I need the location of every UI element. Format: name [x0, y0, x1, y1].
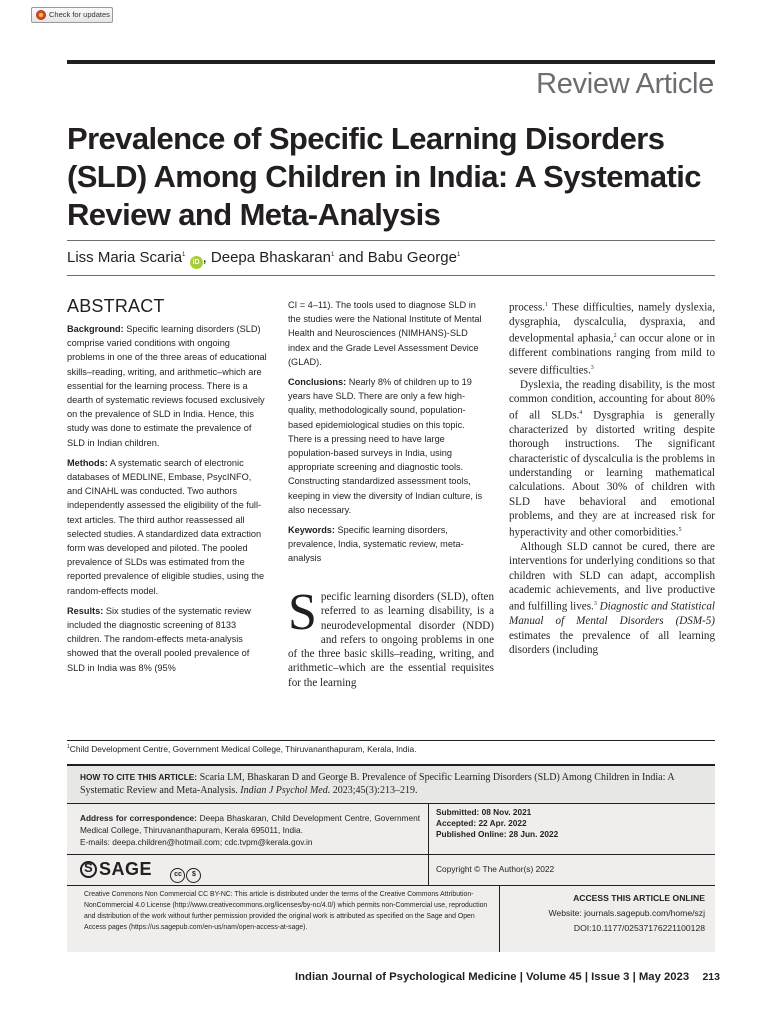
section-label: Results: — [67, 605, 104, 616]
orcid-icon[interactable]: iD — [190, 256, 203, 269]
cite-label: HOW TO CITE THIS ARTICLE: — [80, 772, 198, 782]
dates-cell — [429, 804, 715, 854]
affiliation-rule — [67, 740, 715, 741]
author-list — [67, 249, 460, 269]
section-text: Specific learning disorders (SLD) comprise varied conditions with ongoing problems in one of the three areas of educational skills–reading, writing, and arithmetic–which are essential for the learning process. There is a dearth of systematic reviews focused exclusively on the prevalence of SLD in India. Hence, this study was done to estimate the prevalence of SLD in Indian children. — [67, 324, 267, 448]
sage-logo[interactable] — [80, 859, 152, 880]
cite-journal: Indian J Psychol Med. — [240, 785, 331, 796]
correspondence-label: Address for correspondence: — [80, 813, 197, 823]
check-for-updates-label: Check for updates — [49, 10, 110, 19]
date-label: Submitted: — [436, 807, 480, 817]
body-paragraph: Although SLD cannot be cured, there are interventions for underlying conditions so that children with SLD can adapt, accomplish academic achievements, and live productive and fulfilling lives.$^3$ Diagnostic and Statistical Manual of Mental Disorders (DSM-5) estimates the prevalence of all learning disorders (including — [509, 541, 715, 656]
body-text: pecific learning disorders (SLD), often referred to as learning disability, is a neurodevelopmental disorder (NDD) and refers to ongoing problems in one of the three basic skills–reading, writing, and arithmetic–which are the essential requisites for the learning — [288, 591, 494, 689]
author-separator: , — [202, 249, 211, 266]
accepted-date: 22 Apr. 2022 — [478, 818, 527, 828]
abstract-results-continued: CI = 4–11). The tools used to diagnose SLD in the studies were the National Institute of Mental Health and Neurosciences (NIMHANS)-SLD index and the Grade Level Assessment Device (GLAD). — [288, 300, 482, 367]
cc-icon: cc — [170, 868, 185, 883]
license-text: Creative Commons Non Commercial CC BY-NC: This article is distributed under the terms of the Creative Commons Attribution- NonCommercial 4.0 License (http://www.creativecommons.org/licenses/by-nc/4.0/) which permits non-Commercial use, reproduction and distribution of the work without further permission provided the original work is attributed as specified on the Sage and Open Access pages (https://us.sagepub.com/en-us/nam/open-access-at-sage). — [67, 886, 499, 952]
noncommercial-icon: $ — [186, 868, 201, 883]
date-label: Published Online: — [436, 829, 507, 839]
author-name[interactable]: Liss Maria Scaria — [67, 249, 183, 266]
access-website[interactable]: Website: journals.sagepub.com/home/szj — [548, 908, 705, 918]
grid-divider — [67, 854, 715, 855]
article-info-grid — [67, 803, 715, 951]
section-label: Background: — [67, 324, 124, 334]
body-paragraph: process.$^1$ These difficulties, namely dyslexia, dysgraphia, dyscalculia, dyspraxia, and developmental aphasia,$^2$ can occur alone or in different combinations ranging from mild to severe difficulties.$^3$ — [509, 301, 715, 377]
published-date: 28 Jun. 2022 — [508, 829, 559, 839]
title-rule — [67, 240, 715, 241]
abstract-methods — [67, 456, 267, 598]
affiliation-text: Child Development Centre, Government Medical College, Thiruvananthapuram, Kerala, India. — [69, 744, 417, 754]
affiliation-marker: 1 — [331, 252, 335, 258]
citation-ref[interactable]: 5 — [678, 527, 682, 534]
submitted-date: 08 Nov. 2021 — [481, 807, 532, 817]
abstract-results — [67, 604, 267, 675]
section-label: Conclusions: — [288, 377, 347, 388]
abstract-column-1 — [67, 296, 267, 681]
author-name[interactable]: Deepa Bhaskaran — [210, 249, 331, 266]
section-label: Keywords: — [288, 525, 335, 536]
body-intro-paragraph — [288, 584, 494, 690]
author-name[interactable]: Babu George — [367, 249, 457, 266]
access-online-cell — [500, 886, 715, 952]
check-for-updates-badge[interactable] — [31, 7, 113, 23]
publisher-cell — [67, 855, 428, 885]
access-doi[interactable]: DOI:10.1177/02537176221100128 — [573, 923, 705, 933]
abstract-background — [67, 322, 267, 450]
cite-text: Scaria LM, Bhaskaran D and George B. Prevalence of Specific Learning Disorders (SLD) Among Children in India: A Systematic Review and Meta-Analysis. — [80, 772, 674, 796]
section-text: Specific learning disorders, prevalence, India, systematic review, meta-analysis — [288, 525, 464, 564]
author-separator: and — [334, 249, 368, 266]
correspondence-emails[interactable]: E-mails: deepa.children@hotmail.com; cdc.tvpm@kerala.gov.in — [80, 837, 313, 847]
date-label: Accepted: — [436, 818, 477, 828]
correspondence-cell — [67, 804, 428, 854]
citation-ref[interactable]: 3 — [590, 364, 594, 371]
affiliation — [67, 744, 416, 754]
how-to-cite-box — [67, 764, 715, 803]
crossmark-icon — [36, 10, 46, 20]
abstract-heading: ABSTRACT — [67, 296, 165, 316]
header-rule — [67, 60, 715, 64]
affiliation-marker: 1 — [182, 252, 186, 258]
correspondence-text: Deepa Bhaskaran, Child Development Centre, Government Medical College, Thiruvananthapuram, Kerala 695011, India. — [80, 813, 421, 835]
section-text: Six studies of the systematic review included the diagnostic screening of 8133 children. The random-effects meta-analysis showed that the overall pooled prevalence of SLD in India was 8% (95% — [67, 605, 251, 673]
citation-ref[interactable]: 4 — [579, 410, 583, 417]
access-heading: ACCESS THIS ARTICLE ONLINE — [573, 893, 705, 903]
cite-ref: 2023;45(3):213–219. — [330, 785, 418, 796]
grid-divider — [428, 804, 429, 885]
body-column-3 — [509, 298, 715, 657]
journal-footer: Indian Journal of Psychological Medicine | Volume 45 | Issue 3 | May 2023 — [295, 971, 690, 983]
section-label: Methods: — [67, 457, 108, 468]
article-title: Prevalence of Specific Learning Disorders (SLD) Among Children in India: A Systematic Review and Meta-Analysis — [67, 121, 701, 232]
drop-cap: S — [288, 584, 317, 641]
abstract-conclusions — [288, 375, 488, 517]
body-paragraph: Dyslexia, the reading disability, is the most common condition, accounting for about 80% of all SLDs.$^4$ Dysgraphia is generally characterized by distorted writing despite thorough instructions. The significant characteristic of dyscalculia is the problems in understanding or learning mathematical calculations. About 30% of children with SLD have behavioral and emotional problems, and they are at increased risk for hyperactivity and other comorbidities.$^5$ — [509, 378, 715, 539]
affiliation-marker: 1 — [67, 744, 70, 751]
abstract-column-2 — [288, 298, 488, 572]
section-text: A systematic search of electronic databases of MEDLINE, Embase, PsycINFO, and CINAHL was conducted. Two authors independently assessed the eligibility of the full-text articles. The third author reassessed all selected studies. A standardized data extraction form was developed and piloted. The pooled prevalence of SLDs was estimated from the reported prevalence of eligible studies, using the random-effects model. — [67, 457, 265, 596]
sage-mark-icon — [80, 861, 97, 878]
page-number: 213 — [702, 971, 720, 983]
grid-divider — [499, 885, 500, 952]
authors-rule — [67, 275, 715, 276]
citation-ref[interactable]: 2 — [613, 333, 617, 340]
citation-ref[interactable]: 3 — [593, 601, 597, 608]
manual-title: Diagnostic and Statistical Manual of Mental Disorders (DSM-5) — [509, 601, 715, 628]
affiliation-marker: 1 — [456, 252, 461, 258]
sage-logo-text: SAGE — [99, 859, 153, 879]
grid-divider — [67, 885, 715, 886]
article-type: Review Article — [536, 68, 714, 100]
copyright-cell: Copyright © The Author(s) 2022 — [429, 855, 715, 885]
section-text: Nearly 8% of children up to 19 years have SLD. There are only a few high-quality, methodologically sound, population-based epidemiological studies on this topic. There is a pressing need to have large population-based surveys in India, using appropriate screening and diagnostic tools. Constructing standardized assessment tools, keeping in view the diversity of Indian culture, is also necessary. — [288, 377, 483, 515]
citation-ref[interactable]: 1 — [545, 302, 549, 308]
cc-license-icons[interactable] — [170, 868, 202, 883]
abstract-keywords — [288, 523, 488, 566]
